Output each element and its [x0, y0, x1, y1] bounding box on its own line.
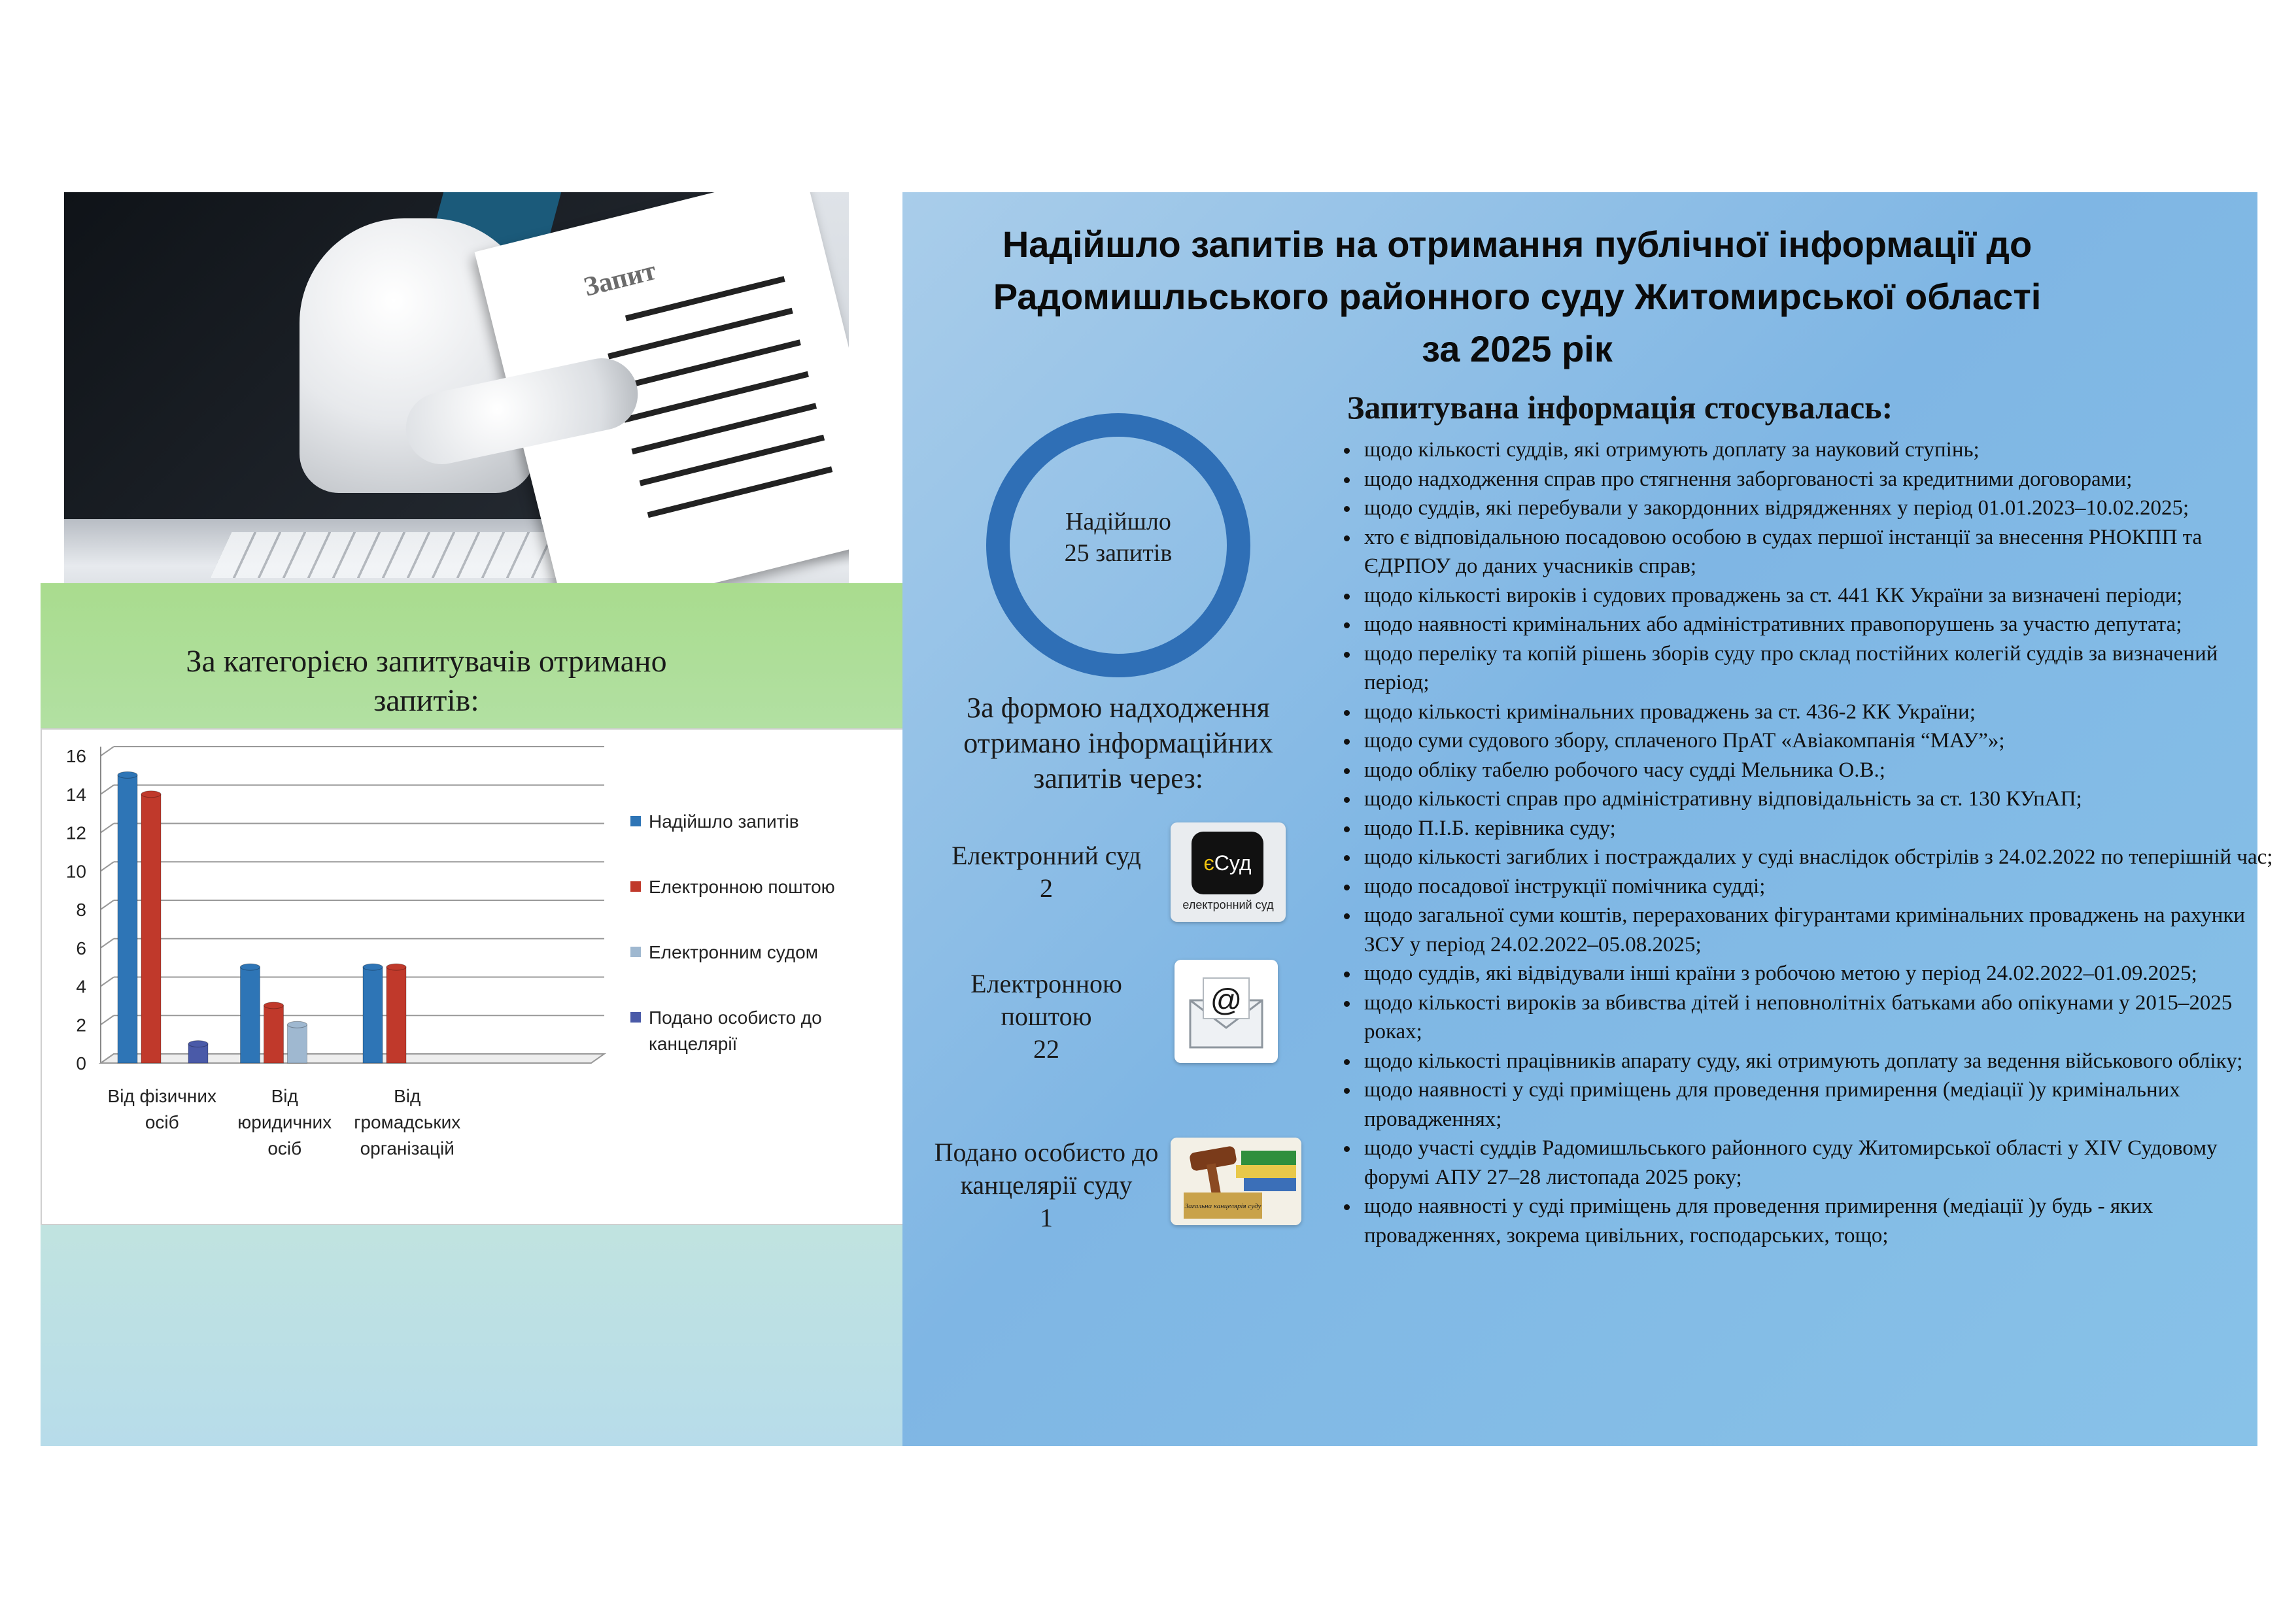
channel-name: поштою [1001, 1002, 1092, 1031]
email-icon [1175, 960, 1278, 1063]
bar-cap [118, 771, 137, 778]
grid-line [101, 824, 114, 833]
y-tick-label: 0 [76, 1053, 86, 1074]
legend-label: Електронною поштою [649, 877, 835, 897]
bar [141, 794, 161, 1063]
legend-swatch [630, 947, 641, 957]
requesters-chart [41, 728, 917, 1225]
channel-in-person [902, 1136, 1190, 1234]
y-tick-label: 6 [76, 938, 86, 958]
info-item: • щодо кількості кримінальних проваджень за ст. 436-2 КК України; [1360, 698, 2276, 727]
channel-name: Електронний суд [952, 841, 1141, 870]
bar-cap [386, 964, 406, 970]
bar [118, 775, 137, 1063]
bar [363, 967, 383, 1063]
esud-letter: є [1203, 851, 1214, 875]
info-item: • щодо кількості суддів, які отримують доплату за науковий ступінь; [1360, 435, 2276, 465]
bar-cap [264, 1002, 284, 1009]
total-label: Надійшло [1065, 508, 1171, 535]
info-item: • щодо кількості справ про адміністративну відповідальність за ст. 130 КУпАП; [1360, 785, 2276, 814]
channel-name: Електронною [970, 969, 1122, 998]
channel-name: канцелярії суду [960, 1170, 1133, 1200]
info-item: • щодо кількості вироків і судових проваджень за ст. 441 КК України за визначені періоди; [1360, 581, 2276, 611]
bar [386, 967, 406, 1063]
y-tick-label: 10 [65, 861, 86, 882]
y-tick-label: 12 [65, 822, 86, 843]
document-title: Запит [581, 256, 659, 303]
y-tick-label: 4 [76, 976, 86, 997]
channel-count: 1 [1040, 1203, 1053, 1232]
legend-label: канцелярії [649, 1034, 738, 1054]
form-heading-line: отримано інформаційних [963, 727, 1273, 759]
grid-line [101, 862, 114, 871]
legend-label: Подано особисто до [649, 1007, 822, 1028]
info-item: • щодо посадової інструкції помічника судді; [1360, 872, 2276, 902]
y-tick-label: 14 [65, 784, 86, 805]
total-count: 25 запитів [1064, 539, 1173, 567]
chart-heading-line: запитів: [373, 683, 479, 718]
bar [288, 1024, 307, 1063]
grid-line [101, 939, 114, 948]
envelope-icon [1175, 960, 1278, 1063]
x-tick-label: організацій [360, 1138, 454, 1159]
grid-line [101, 785, 114, 794]
request-illustration [64, 192, 849, 583]
channel-count: 22 [1033, 1034, 1059, 1064]
title-line: за 2025 рік [1422, 328, 1613, 369]
title-line: Надійшло запитів на отримання публічної інформації до [1002, 224, 2032, 265]
page-title [902, 218, 2132, 375]
requesters-panel [41, 583, 904, 1446]
gavel-books-icon [1171, 1138, 1301, 1225]
summary-panel [902, 192, 2273, 1446]
chart-floor [101, 1054, 604, 1063]
grid-line [101, 747, 114, 756]
legend-swatch [630, 881, 641, 892]
info-item: • щодо суддів, які відвідували інші країни з робочою метою у період 24.02.2022–01.09.2025; [1360, 959, 2276, 989]
x-tick-label: осіб [145, 1112, 179, 1132]
info-item: • щодо П.І.Б. керівника суду; [1360, 814, 2276, 843]
esud-icon [1171, 822, 1286, 922]
form-heading [942, 690, 1295, 796]
y-tick-label: 8 [76, 900, 86, 920]
esud-badge [1192, 832, 1263, 894]
info-heading: Запитувана інформація стосувалась: [1347, 389, 1893, 426]
total-text [981, 506, 1256, 569]
info-list [1328, 435, 2276, 1250]
bar-cap [141, 791, 161, 798]
info-item: • щодо участі суддів Радомишльського районного суду Житомирської області у XIV Судовому форумі АПУ 27–28 листопада 2025 року; [1360, 1134, 2276, 1192]
chart-heading [139, 642, 714, 720]
bar-cap [241, 964, 260, 970]
svg-text:@: @ [1210, 983, 1243, 1018]
bar-cap [363, 964, 383, 970]
info-item: • щодо кількості працівників апарату суду, які отримують доплату за ведення військового обліку; [1360, 1047, 2276, 1076]
legend-label: Електронним судом [649, 942, 818, 962]
info-item: • щодо наявності у суді приміщень для проведення примирення (медіації )у кримінальних провадженнях; [1360, 1075, 2276, 1134]
x-tick-label: юридичних [237, 1112, 332, 1132]
info-item: • щодо обліку табелю робочого часу судді Мельника О.В.; [1360, 756, 2276, 785]
bar [264, 1006, 284, 1063]
y-tick-label: 2 [76, 1015, 86, 1036]
form-heading-line: запитів через: [1033, 762, 1203, 794]
info-item: • щодо кількості вироків за вбивства дітей і неповнолітніх батьками або опікунами у 2015–2025 роках; [1360, 989, 2276, 1047]
chart-heading-line: За категорією запитувачів отримано [186, 644, 667, 679]
x-tick-label: громадських [354, 1112, 461, 1132]
chart-svg [42, 730, 918, 1226]
bar [241, 967, 260, 1063]
y-tick-label: 16 [65, 746, 86, 766]
x-tick-label: Від [271, 1086, 298, 1106]
grid-line [101, 1015, 114, 1024]
grid-line [101, 977, 114, 987]
info-item: • щодо наявності у суді приміщень для проведення примирення (медіації )у будь - яких провадженнях, зокрема цивільних, господарських, тощо; [1360, 1192, 2276, 1250]
office-caption: Загальна канцелярія суду [1184, 1202, 1261, 1210]
legend-swatch [630, 816, 641, 826]
channel-esud [902, 839, 1190, 905]
form-heading-line: За формою надходження [967, 692, 1270, 724]
legend-swatch [630, 1012, 641, 1023]
grid-line [101, 900, 114, 909]
esud-caption: електронний суд [1182, 898, 1274, 911]
info-item: • щодо надходження справ про стягнення заборгованості за кредитними договорами; [1360, 465, 2276, 494]
esud-text: Суд [1214, 851, 1252, 875]
legend-label: Надійшло запитів [649, 811, 799, 832]
title-line: Радомишльського районного суду Житомирської області [993, 276, 2042, 317]
info-item: • щодо загальної суми коштів, перерахованих фігурантами кримінальних проваджень на рахунки ЗСУ у період 24.02.2022–05.08.2025; [1360, 901, 2276, 959]
channel-email [902, 968, 1190, 1066]
channel-count: 2 [1040, 873, 1053, 903]
office-icon [1171, 1138, 1301, 1225]
info-item: • щодо наявності кримінальних або адміністративних правопорушень за участю депутата; [1360, 610, 2276, 639]
info-item: • щодо кількості загиблих і постраждалих у суді внаслідок обстрілів з 24.02.2022 по теперішній час; [1360, 843, 2276, 872]
info-item: • щодо переліку та копій рішень зборів суду про склад постійних колегій суддів за визначений період; [1360, 639, 2276, 698]
info-item: • щодо суддів, які перебували у закордонних відрядженнях у період 01.01.2023–10.02.2025; [1360, 494, 2276, 523]
channel-name: Подано особисто до [934, 1138, 1159, 1167]
x-tick-label: Від фізичних [107, 1086, 216, 1106]
total-ring [981, 408, 1256, 683]
info-item: • хто є відповідальною посадовою особою в судах першої інстанції за внесення РНОКПП та ЄДРПОУ до даних учасників справ; [1360, 523, 2276, 581]
bar-cap [288, 1021, 307, 1028]
x-tick-label: Від [394, 1086, 421, 1106]
info-item: • щодо суми судового збору, сплаченого ПрАТ «Авіакомпанія “МАУ”»; [1360, 726, 2276, 756]
x-tick-label: осіб [267, 1138, 302, 1159]
bar-cap [188, 1041, 208, 1047]
